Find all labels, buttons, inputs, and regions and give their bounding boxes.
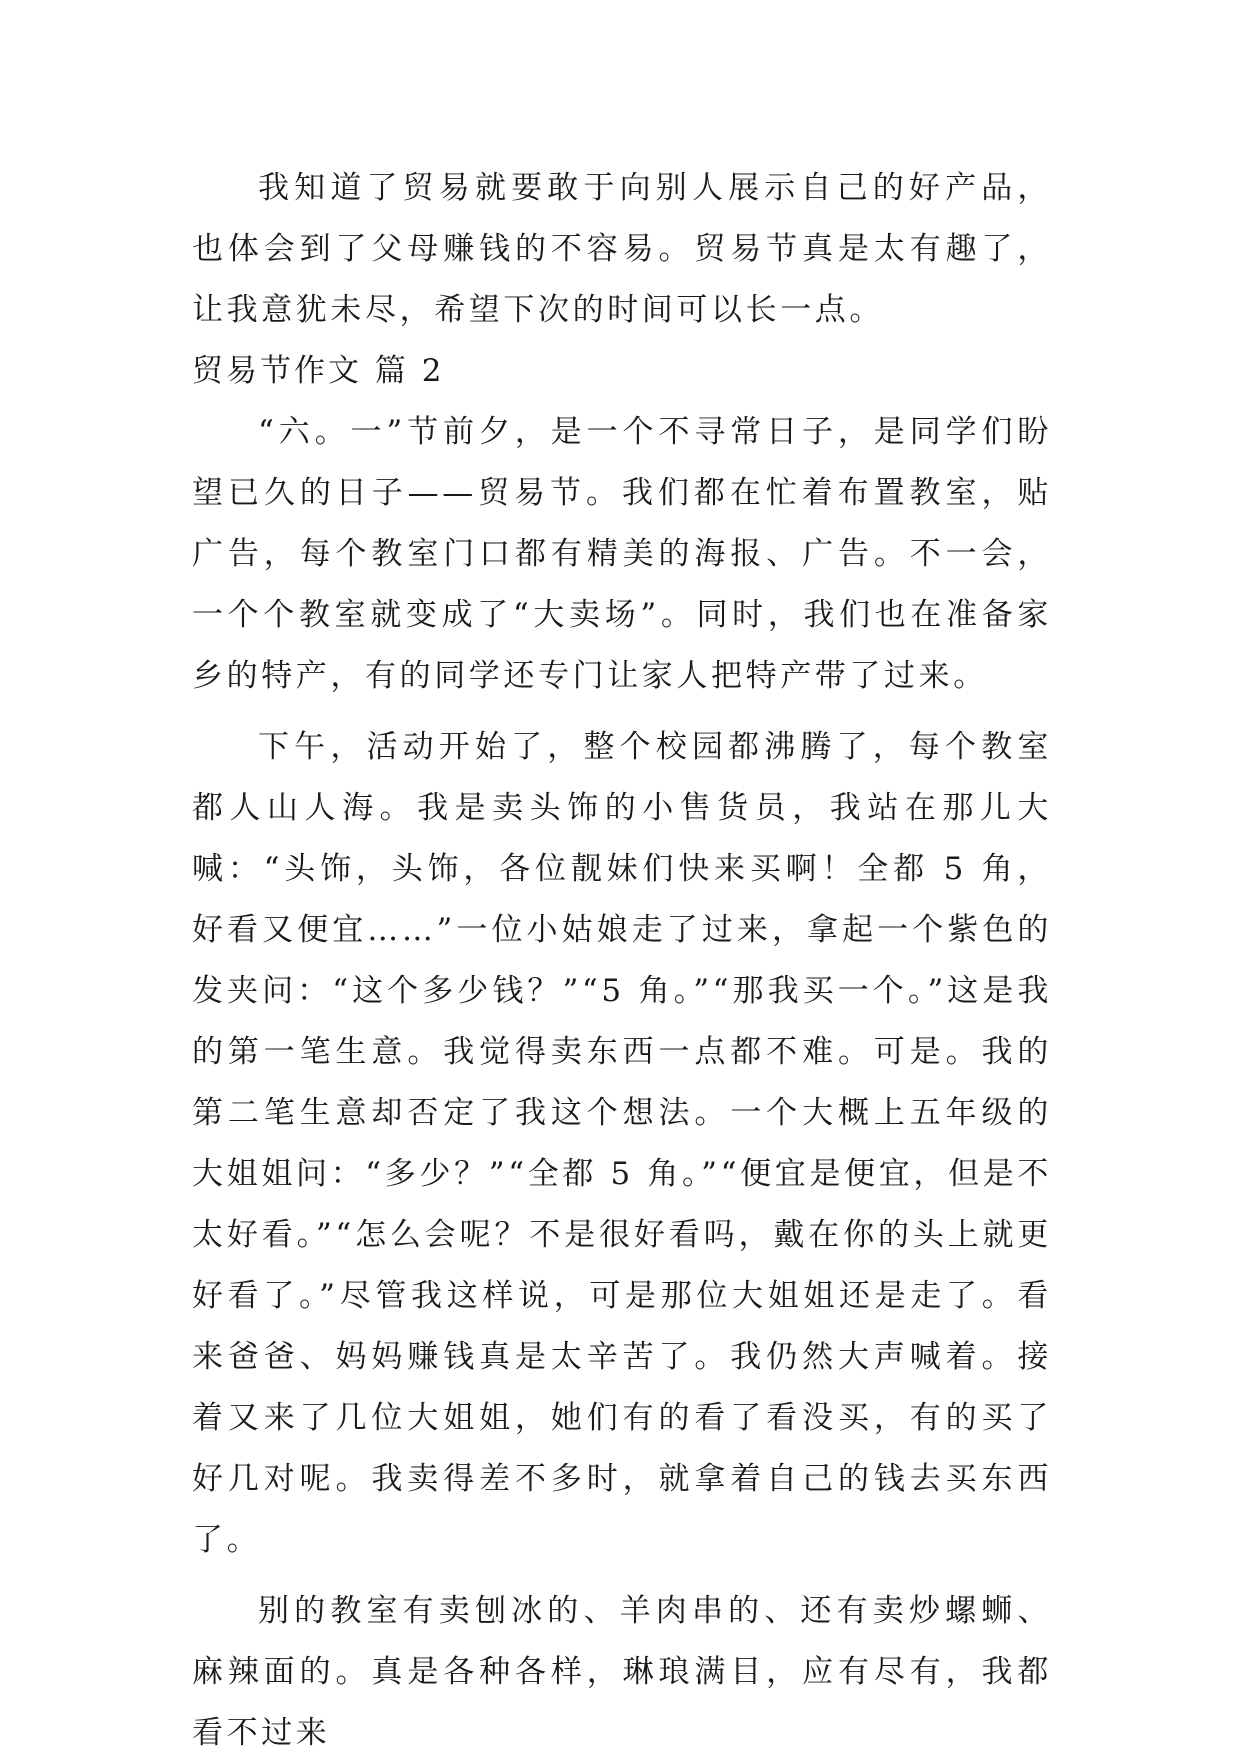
section-heading: 贸易节作文 篇 2 bbox=[192, 353, 445, 389]
document-body bbox=[192, 158, 1052, 1764]
paragraph-intro: “六。一”节前夕，是一个不寻常日子，是同学们盼望已久的日子——贸易节。我们都在忙着布置教室，贴广告，每个教室门口都有精美的海报、广告。不一会，一个个教室就变成了“大卖场”。同时，我们也在准备家乡的特产，有的同学还专门让家人把特产带了过来。 bbox=[192, 414, 1052, 694]
paragraph-afternoon: 下午，活动开始了，整个校园都沸腾了，每个教室都人山人海。我是卖头饰的小售货员，我站在那儿大喊：“头饰，头饰，各位靓妹们快来买啊！全都 5 角，好看又便宜……”一位小姑娘走了过来，拿起一个紫色的发夹问：“这个多少钱？”“5 角。”“那我买一个。”这是我的第一笔生意。我觉得卖东西一点都不难。可是。我的第二笔生意却否定了我这个想法。一个大概上五年级的大姐姐问：“多少？”“全都 5 角。”“便宜是便宜，但是不太好看。”“怎么会呢？不是很好看吗，戴在你的头上就更好看了。”尽管我这样说，可是那位大姐姐还是走了。看来爸爸、妈妈赚钱真是太辛苦了。我仍然大声喊着。接着又来了几位大姐姐，她们有的看了看没买，有的买了好几对呢。我卖得差不多时，就拿着自己的钱去买东西了。 bbox=[192, 729, 1052, 1558]
paragraph-conclusion: 我知道了贸易就要敢于向别人展示自己的好产品，也体会到了父母赚钱的不容易。贸易节真是太有趣了，让我意犹未尽，希望下次的时间可以长一点。 bbox=[192, 170, 1052, 328]
paragraph-other-classrooms: 别的教室有卖刨冰的、羊肉串的、还有卖炒螺蛳、麻辣面的。真是各种各样，琳琅满目，应有尽有，我都看不过来 bbox=[192, 1593, 1052, 1751]
